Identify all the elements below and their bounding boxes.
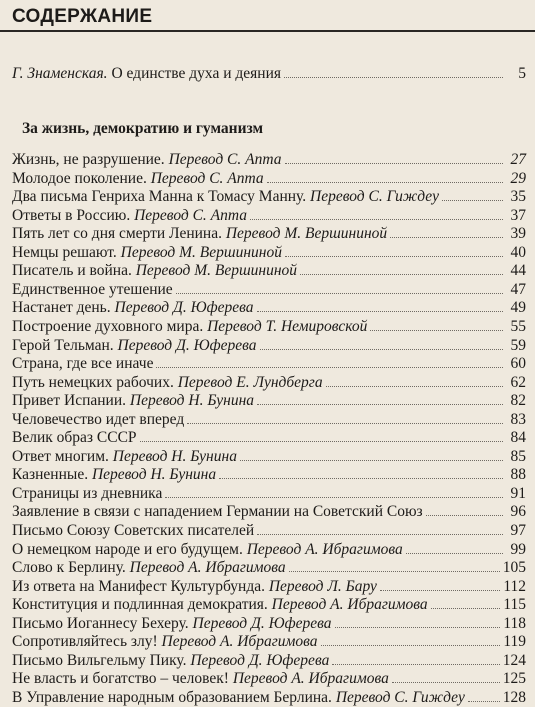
- dot-leader: [165, 485, 503, 498]
- toc-entry: [12, 262, 526, 280]
- entry-title: Заявление в связи с нападением Германии на Советский Союз: [12, 503, 423, 521]
- toc-entry: [12, 652, 526, 670]
- entry-translator: Перевод Д. Юферева: [117, 336, 257, 354]
- toc-entry: [12, 615, 526, 633]
- entry-title: Писатель и война.: [12, 262, 136, 280]
- toc-entry: [12, 522, 526, 540]
- toc-entry: [12, 188, 526, 206]
- entry-title: Из ответа на Манифест Культурбунда.: [12, 577, 269, 595]
- page-number: 62: [510, 373, 526, 391]
- entry-translator: Перевод С. Апта: [134, 206, 248, 224]
- entry-title: Страницы из дневника: [12, 484, 163, 502]
- page-number: 88: [510, 466, 526, 484]
- dot-leader: [468, 689, 500, 702]
- dot-leader: [321, 633, 501, 646]
- page-number: 47: [510, 280, 526, 298]
- toc-entry: [12, 374, 526, 392]
- entry-translator: Перевод С. Гиждеу: [310, 188, 440, 206]
- page-number: 97: [510, 522, 526, 539]
- page-number: 91: [510, 484, 526, 502]
- entry-title: Ответ многим.: [12, 447, 113, 465]
- dot-leader: [285, 151, 504, 164]
- dot-leader: [392, 670, 500, 683]
- entry-title: Пять лет со дня смерти Ленина.: [12, 225, 226, 243]
- dot-leader: [442, 188, 503, 201]
- page-number: 99: [510, 540, 526, 558]
- entry-translator: Перевод А. Ибрагимова: [232, 670, 389, 688]
- page-number: 118: [503, 614, 526, 632]
- entry-title: Письмо Вильгельму Пику.: [12, 651, 191, 669]
- toc-entry: [12, 151, 526, 169]
- entry-title: Герой Тельман.: [12, 336, 118, 354]
- toc-entry: [12, 207, 526, 225]
- entry-title: Немцы решают.: [12, 243, 121, 261]
- entry-title: Ответы в Россию.: [12, 206, 135, 224]
- toc-entry: [12, 578, 526, 596]
- entry-translator: Перевод Е. Лундберга: [177, 373, 323, 391]
- entry-translator: Перевод Д. Юферева: [114, 299, 254, 317]
- dot-leader: [250, 207, 503, 220]
- dot-leader: [257, 392, 503, 405]
- entry-title: В Управление народным образованием Берлина.: [12, 689, 336, 706]
- entry-title: Велик образ СССР: [12, 429, 137, 447]
- entry-title: Жизнь, не разрушение.: [12, 151, 169, 168]
- preface-entry: [12, 65, 526, 83]
- entry-title: Привет Испании.: [12, 392, 130, 410]
- dot-leader: [426, 503, 503, 516]
- entry-translator: Перевод Н. Бунина: [129, 392, 255, 410]
- entry-translator: Перевод С. Апта: [168, 151, 282, 168]
- page-number: 125: [502, 670, 526, 688]
- entry-title: Путь немецких рабочих.: [12, 373, 178, 391]
- entry-translator: Перевод А. Ибрагимова: [129, 559, 286, 577]
- toc-entry: [12, 411, 526, 429]
- entry-translator: Перевод М. Вершининой: [120, 243, 282, 261]
- page-number: 55: [510, 318, 526, 335]
- dot-leader: [176, 281, 503, 294]
- toc-entry: [12, 670, 526, 688]
- toc-entry: [12, 559, 526, 577]
- dot-leader: [156, 355, 503, 368]
- page-number: 39: [510, 225, 526, 243]
- entry-translator: Перевод Д. Юферева: [192, 614, 332, 632]
- entry-title: Письмо Союзу Советских писателей: [12, 522, 255, 539]
- dot-leader: [289, 559, 500, 572]
- toc-entry: [12, 225, 526, 243]
- dot-leader: [187, 411, 503, 424]
- entry-title: Страна, где все иначе: [12, 355, 154, 373]
- toc-entry: [12, 689, 526, 707]
- entry-translator: Перевод М. Вершининой: [225, 225, 388, 243]
- entry-title: Слово к Берлину.: [12, 559, 130, 577]
- preface-title: О единстве духа и деяния: [107, 65, 282, 82]
- dot-leader: [240, 448, 503, 461]
- dot-leader: [332, 652, 499, 665]
- toc-entry: [12, 355, 526, 373]
- dot-leader: [431, 596, 501, 609]
- toc-entry: [12, 318, 526, 336]
- entry-translator: Перевод Н. Бунина: [112, 447, 237, 465]
- entry-title: Два письма Генриха Манна к Томасу Манну.: [12, 188, 310, 206]
- page-number: 59: [510, 336, 526, 354]
- toc-entry: [12, 485, 526, 503]
- entry-translator: Перевод С. Гиждеу: [335, 689, 465, 706]
- toc-entry: [12, 244, 526, 262]
- entry-translator: Перевод Н. Бунина: [91, 466, 217, 484]
- page-number: 83: [510, 410, 526, 428]
- dot-leader: [284, 65, 503, 78]
- page-number: 84: [510, 429, 526, 447]
- dot-leader: [267, 170, 503, 183]
- page-number: 60: [510, 355, 526, 373]
- page-number: 119: [503, 633, 526, 651]
- dot-leader: [380, 578, 500, 591]
- page-number: 35: [510, 188, 526, 206]
- entry-translator: Перевод М. Вершининой: [135, 262, 298, 280]
- toc-entry: [12, 281, 526, 299]
- page-number: 49: [510, 299, 526, 317]
- toc-entry: [12, 596, 526, 614]
- entry-translator: Перевод Т. Немировской: [207, 318, 368, 335]
- dot-leader: [335, 615, 501, 628]
- entry-title: Единственное утешение: [12, 280, 173, 298]
- toc-entry: [12, 170, 526, 188]
- dot-leader: [370, 318, 503, 331]
- toc-entry: [12, 392, 526, 410]
- dot-leader: [300, 262, 503, 275]
- page-number: 105: [502, 559, 526, 577]
- page-number: 29: [510, 169, 526, 187]
- toc-entry: [12, 448, 526, 466]
- toc-entry: [12, 337, 526, 355]
- entry-title: Не власть и богатство – человек!: [12, 670, 233, 688]
- page-number: 5: [518, 65, 526, 82]
- entry-translator: Перевод Д. Юферева: [190, 651, 330, 669]
- entry-title: Сопротивляйтесь злу!: [12, 633, 162, 651]
- entry-translator: Перевод А. Ибрагимова: [246, 540, 403, 558]
- entry-title: О немецком народе и его будущем.: [12, 540, 247, 558]
- page-number: 128: [502, 689, 526, 706]
- dot-leader: [257, 522, 503, 535]
- entry-title: Построение духовного мира.: [12, 318, 208, 335]
- toc-entry: [12, 541, 526, 559]
- entry-title: Казненные.: [12, 466, 92, 484]
- entry-translator: Перевод Л. Бару: [268, 577, 377, 595]
- toc-entry: [12, 429, 526, 447]
- page-number: 82: [510, 392, 526, 410]
- page-number: 40: [510, 243, 526, 261]
- entry-title: Конституция и подлинная демократия.: [12, 596, 272, 614]
- page-number: 115: [503, 596, 526, 614]
- entry-title: Письмо Иоганнесу Бехеру.: [12, 614, 193, 632]
- page-title: СОДЕРЖАНИЕ: [12, 6, 153, 27]
- page-number: 124: [502, 651, 526, 669]
- dot-leader: [260, 337, 503, 350]
- entry-translator: Перевод А. Ибрагимова: [161, 633, 318, 651]
- page-number: 37: [510, 206, 526, 224]
- dot-leader: [390, 225, 503, 238]
- toc-entry: [12, 633, 526, 651]
- entry-title: Молодое поколение.: [12, 169, 151, 187]
- entry-title: Человечество идет вперед: [12, 410, 185, 428]
- toc-entry: [12, 299, 526, 317]
- dot-leader: [326, 374, 503, 387]
- page-number: 85: [510, 447, 526, 465]
- dot-leader: [406, 541, 503, 554]
- toc-entry: [12, 466, 526, 484]
- page-number: 27: [510, 151, 526, 168]
- page-number: 44: [510, 262, 526, 280]
- entry-title: Настанет день.: [12, 299, 115, 317]
- dot-leader: [140, 429, 503, 442]
- entry-translator: Перевод С. Апта: [150, 169, 264, 187]
- page-number: 112: [503, 577, 526, 595]
- entry-translator: Перевод А. Ибрагимова: [271, 596, 428, 614]
- heading-rule: [0, 30, 535, 32]
- section-heading: За жизнь, демократию и гуманизм: [22, 120, 264, 137]
- preface-author: Г. Знаменская.: [12, 65, 108, 82]
- dot-leader: [219, 466, 503, 479]
- toc-entry: [12, 503, 526, 521]
- dot-leader: [285, 244, 503, 257]
- page-number: 96: [510, 503, 526, 521]
- dot-leader: [257, 299, 504, 312]
